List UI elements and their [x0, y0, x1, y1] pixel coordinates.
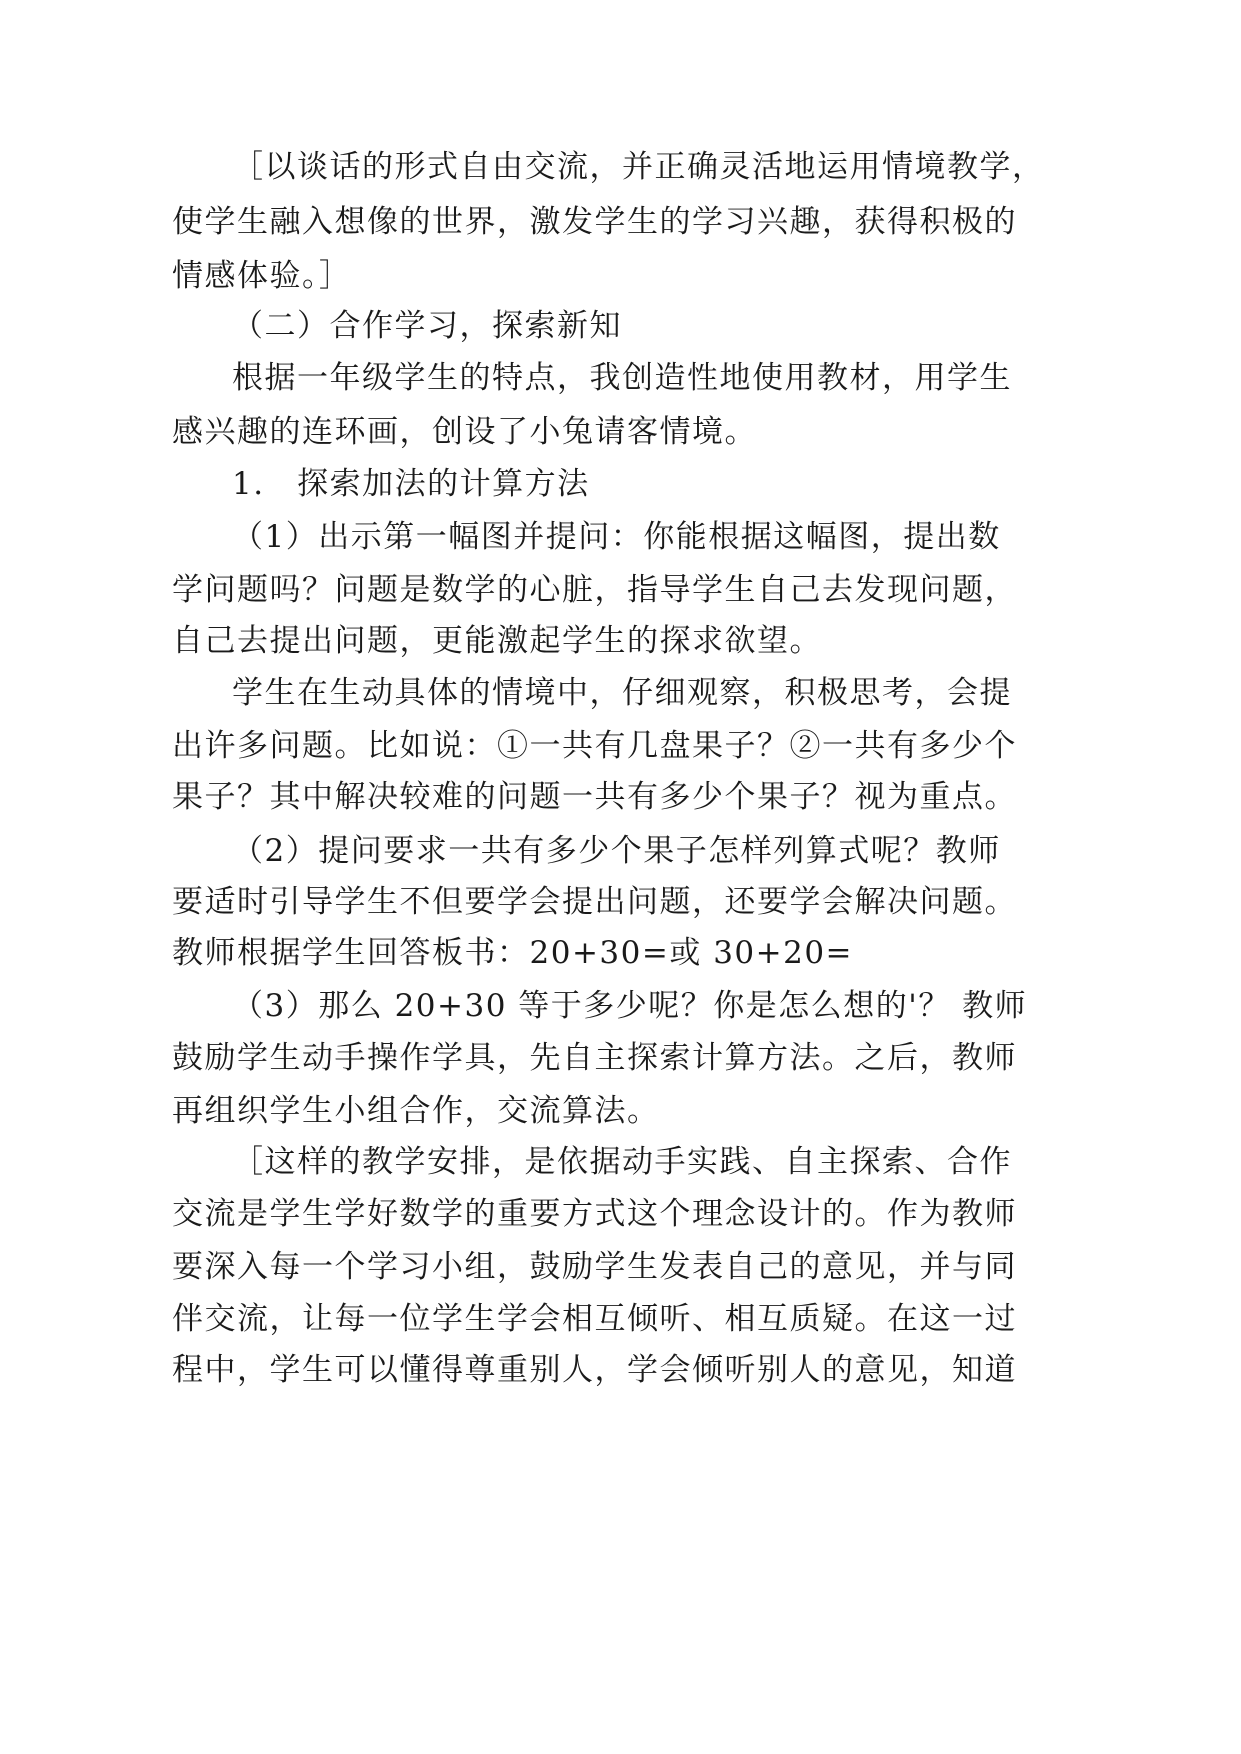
subsection-heading: 1. 探索加法的计算方法 [232, 466, 590, 502]
text-line: 情感体验。］ [172, 258, 352, 294]
text-line: （2）提问要求一共有多少个果子怎样列算式呢？教师 [232, 833, 1001, 869]
text-line: 要适时引导学生不但要学会提出问题，还要学会解决问题。 [172, 884, 1017, 920]
text-line: 根据一年级学生的特点，我创造性地使用教材，用学生 [232, 360, 1012, 396]
text-line: 使学生融入想像的世界，激发学生的学习兴趣，获得积极的 [172, 204, 1017, 240]
text-line: ［以谈话的形式自由交流，并正确灵活地运用情境教学， [232, 149, 1045, 185]
text-line: （1）出示第一幅图并提问：你能根据这幅图，提出数 [232, 519, 1001, 555]
text-line: 伴交流，让每一位学生学会相互倾听、相互质疑。在这一过 [172, 1301, 1017, 1337]
text-line: ［这样的教学安排，是依据动手实践、自主探索、合作 [232, 1144, 1012, 1180]
text-line: 学问题吗？问题是数学的心脏，指导学生自己去发现问题， [172, 572, 1017, 608]
text-line: 教师根据学生回答板书：20+30=或 30+20= [172, 935, 854, 971]
text-line: 学生在生动具体的情境中，仔细观察，积极思考，会提 [232, 675, 1012, 711]
text-line: 鼓励学生动手操作学具，先自主探索计算方法。之后，教师 [172, 1040, 1017, 1076]
text-line: 出许多问题。比如说：①一共有几盘果子？②一共有多少个 [172, 728, 1017, 764]
text-line: 果子？其中解决较难的问题一共有多少个果子？视为重点。 [172, 779, 1017, 815]
text-line: 再组织学生小组合作，交流算法。 [172, 1093, 660, 1129]
section-heading: （二）合作学习，探索新知 [232, 308, 622, 344]
text-line: 感兴趣的连环画，创设了小兔请客情境。 [172, 414, 757, 450]
text-line: 要深入每一个学习小组，鼓励学生发表自己的意见，并与同 [172, 1249, 1017, 1285]
text-line: 程中，学生可以懂得尊重别人，学会倾听别人的意见，知道 [172, 1352, 1017, 1388]
text-line: 交流是学生学好数学的重要方式这个理念设计的。作为教师 [172, 1196, 1017, 1232]
text-line: （3）那么 20+30 等于多少呢？你是怎么想的'？ 教师 [232, 988, 1028, 1024]
text-line: 自己去提出问题，更能激起学生的探求欲望。 [172, 623, 822, 659]
